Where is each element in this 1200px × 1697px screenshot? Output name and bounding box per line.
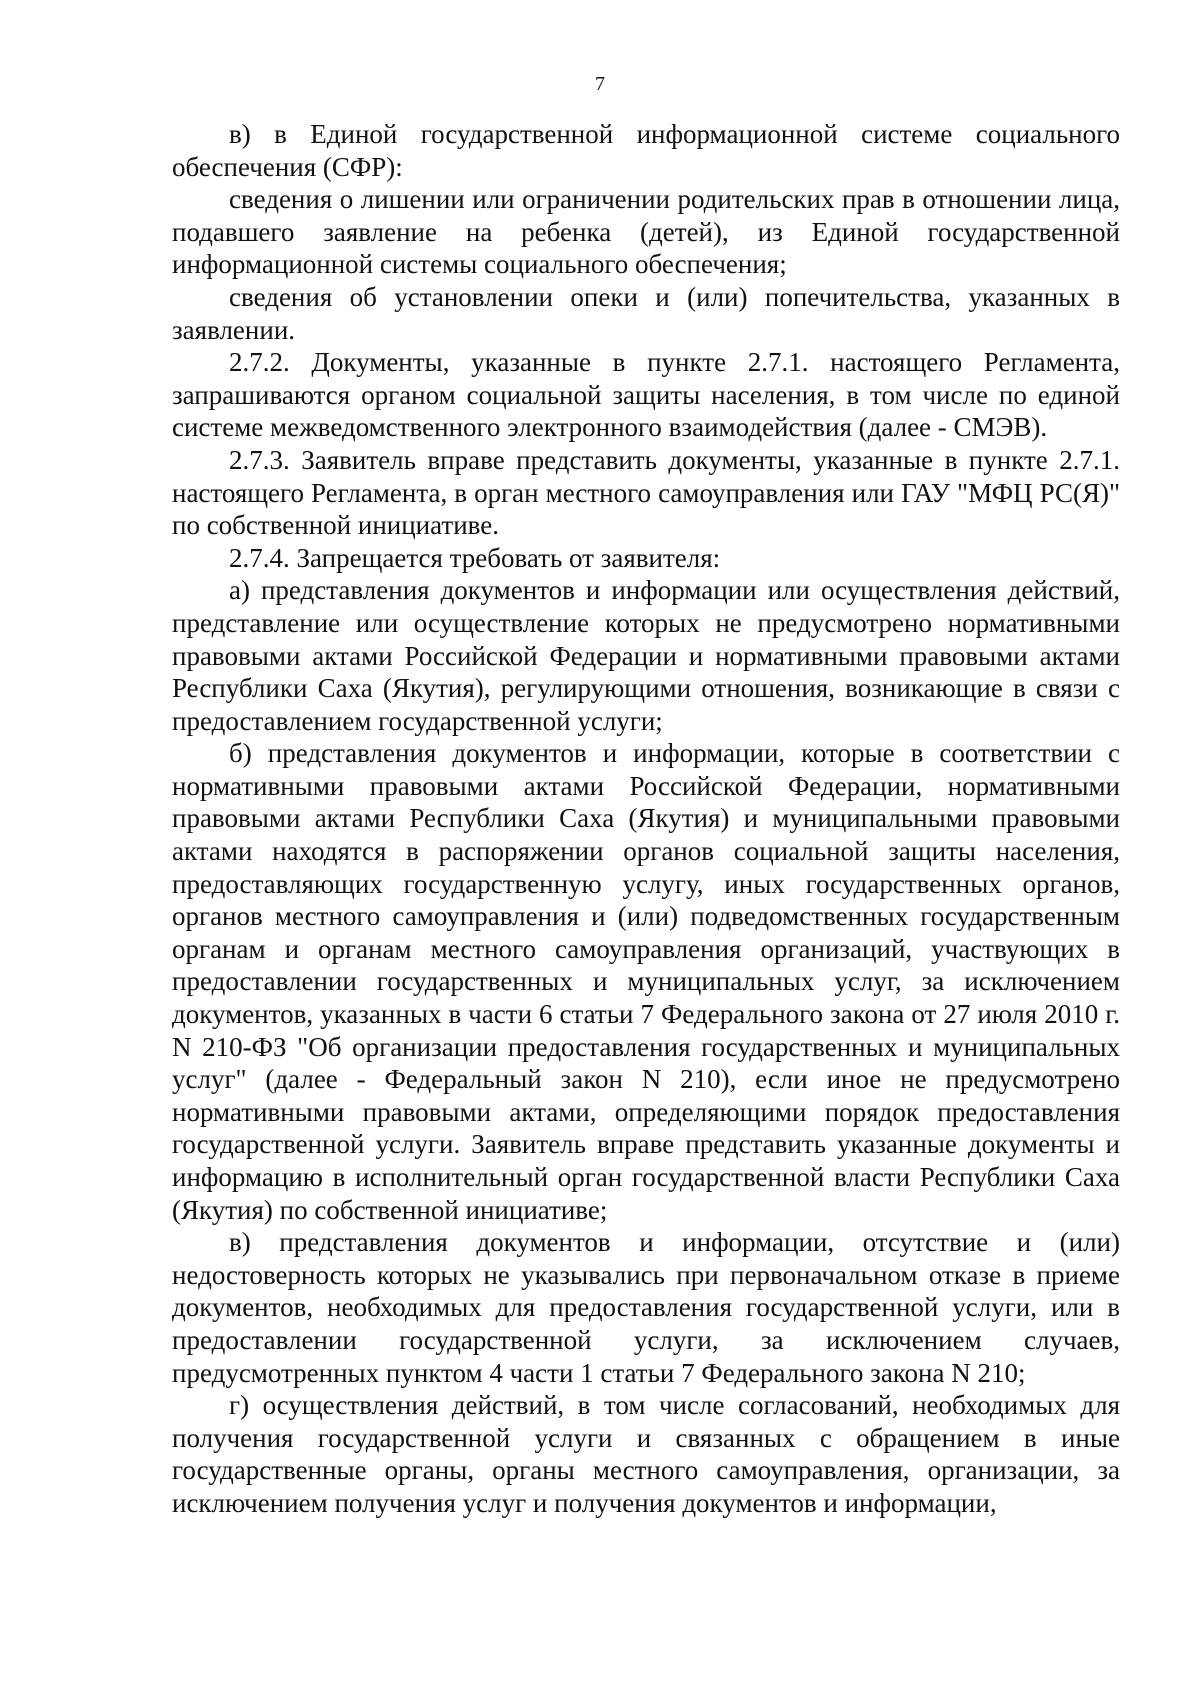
paragraph-parental-rights-info: сведения о лишении или ограничении родительских прав в отношении лица, подавшего заявление на ребенка (детей), из Единой государственной информационной системы социального обеспечения;: [172, 184, 1120, 280]
paragraph-2-7-2: 2.7.2. Документы, указанные в пункте 2.7.1. настоящего Регламента, запрашиваются органом социальной защиты населения, в том числе по единой системе межведомственного электронного взаимодействия (далее - СМЭВ).: [172, 347, 1120, 443]
paragraph-item-b: б) представления документов и информации, которые в соответствии с нормативными правовыми актами Российской Федерации, нормативными правовыми актами Республики Саха (Якутия) и муниципальными правовыми актами находятся в распоряжении органов социальной защиты населения, предоставляющих государственную услугу, иных государственных органов, органов местного самоуправления и (или) подведомственных государственным органам и органам местного самоуправления организаций, участвующих в предоставлении государственных и муниципальных услуг, за исключением документов, указанных в части 6 статьи 7 Федерального закона от 27 июля 2010 г. N 210-ФЗ "Об организации предоставления государственных и муниципальных услуг" (далее - Федеральный закон N 210), если иное не предусмотрено нормативными правовыми актами, определяющими порядок предоставления государственной услуги. Заявитель вправе представить указанные документы и информацию в исполнительный орган государственной власти Республики Саха (Якутия) по собственной инициативе;: [172, 738, 1120, 1225]
paragraph-item-g: г) осуществления действий, в том числе согласований, необходимых для получения государственной услуги и связанных с обращением в иные государственные органы, органы местного самоуправления, организации, за исключением получения услуг и получения документов и информации,: [172, 1390, 1120, 1518]
paragraph-subsection-v-info-system: в) в Единой государственной информационной системе социального обеспечения (СФР):: [172, 119, 1120, 182]
paragraph-guardianship-info: сведения об установлении опеки и (или) попечительства, указанных в заявлении.: [172, 281, 1120, 345]
document-body: [172, 118, 1120, 1520]
page-number: 7: [595, 73, 605, 95]
paragraph-item-v: в) представления документов и информации, отсутствие и (или) недостоверность которых не указывались при первоначальном отказе в приеме документов, необходимых для предоставления государственной услуги, или в предоставлении государственной услуги, за исключением случаев, предусмотренных пунктом 4 части 1 статьи 7 Федерального закона N 210;: [172, 1227, 1120, 1388]
paragraph-item-a: а) представления документов и информации или осуществления действий, представление или осуществление которых не предусмотрено нормативными правовыми актами Российской Федерации и нормативными правовыми актами Республики Саха (Якутия), регулирующими отношения, возникающие в связи с предоставлением государственной услуги;: [172, 575, 1120, 736]
paragraph-2-7-4: 2.7.4. Запрещается требовать от заявителя:: [229, 542, 721, 573]
paragraph-2-7-3: 2.7.3. Заявитель вправе представить документы, указанные в пункте 2.7.1. настоящего Регламента, в орган местного самоуправления или ГАУ "МФЦ РС(Я)" по собственной инициативе.: [172, 444, 1120, 541]
